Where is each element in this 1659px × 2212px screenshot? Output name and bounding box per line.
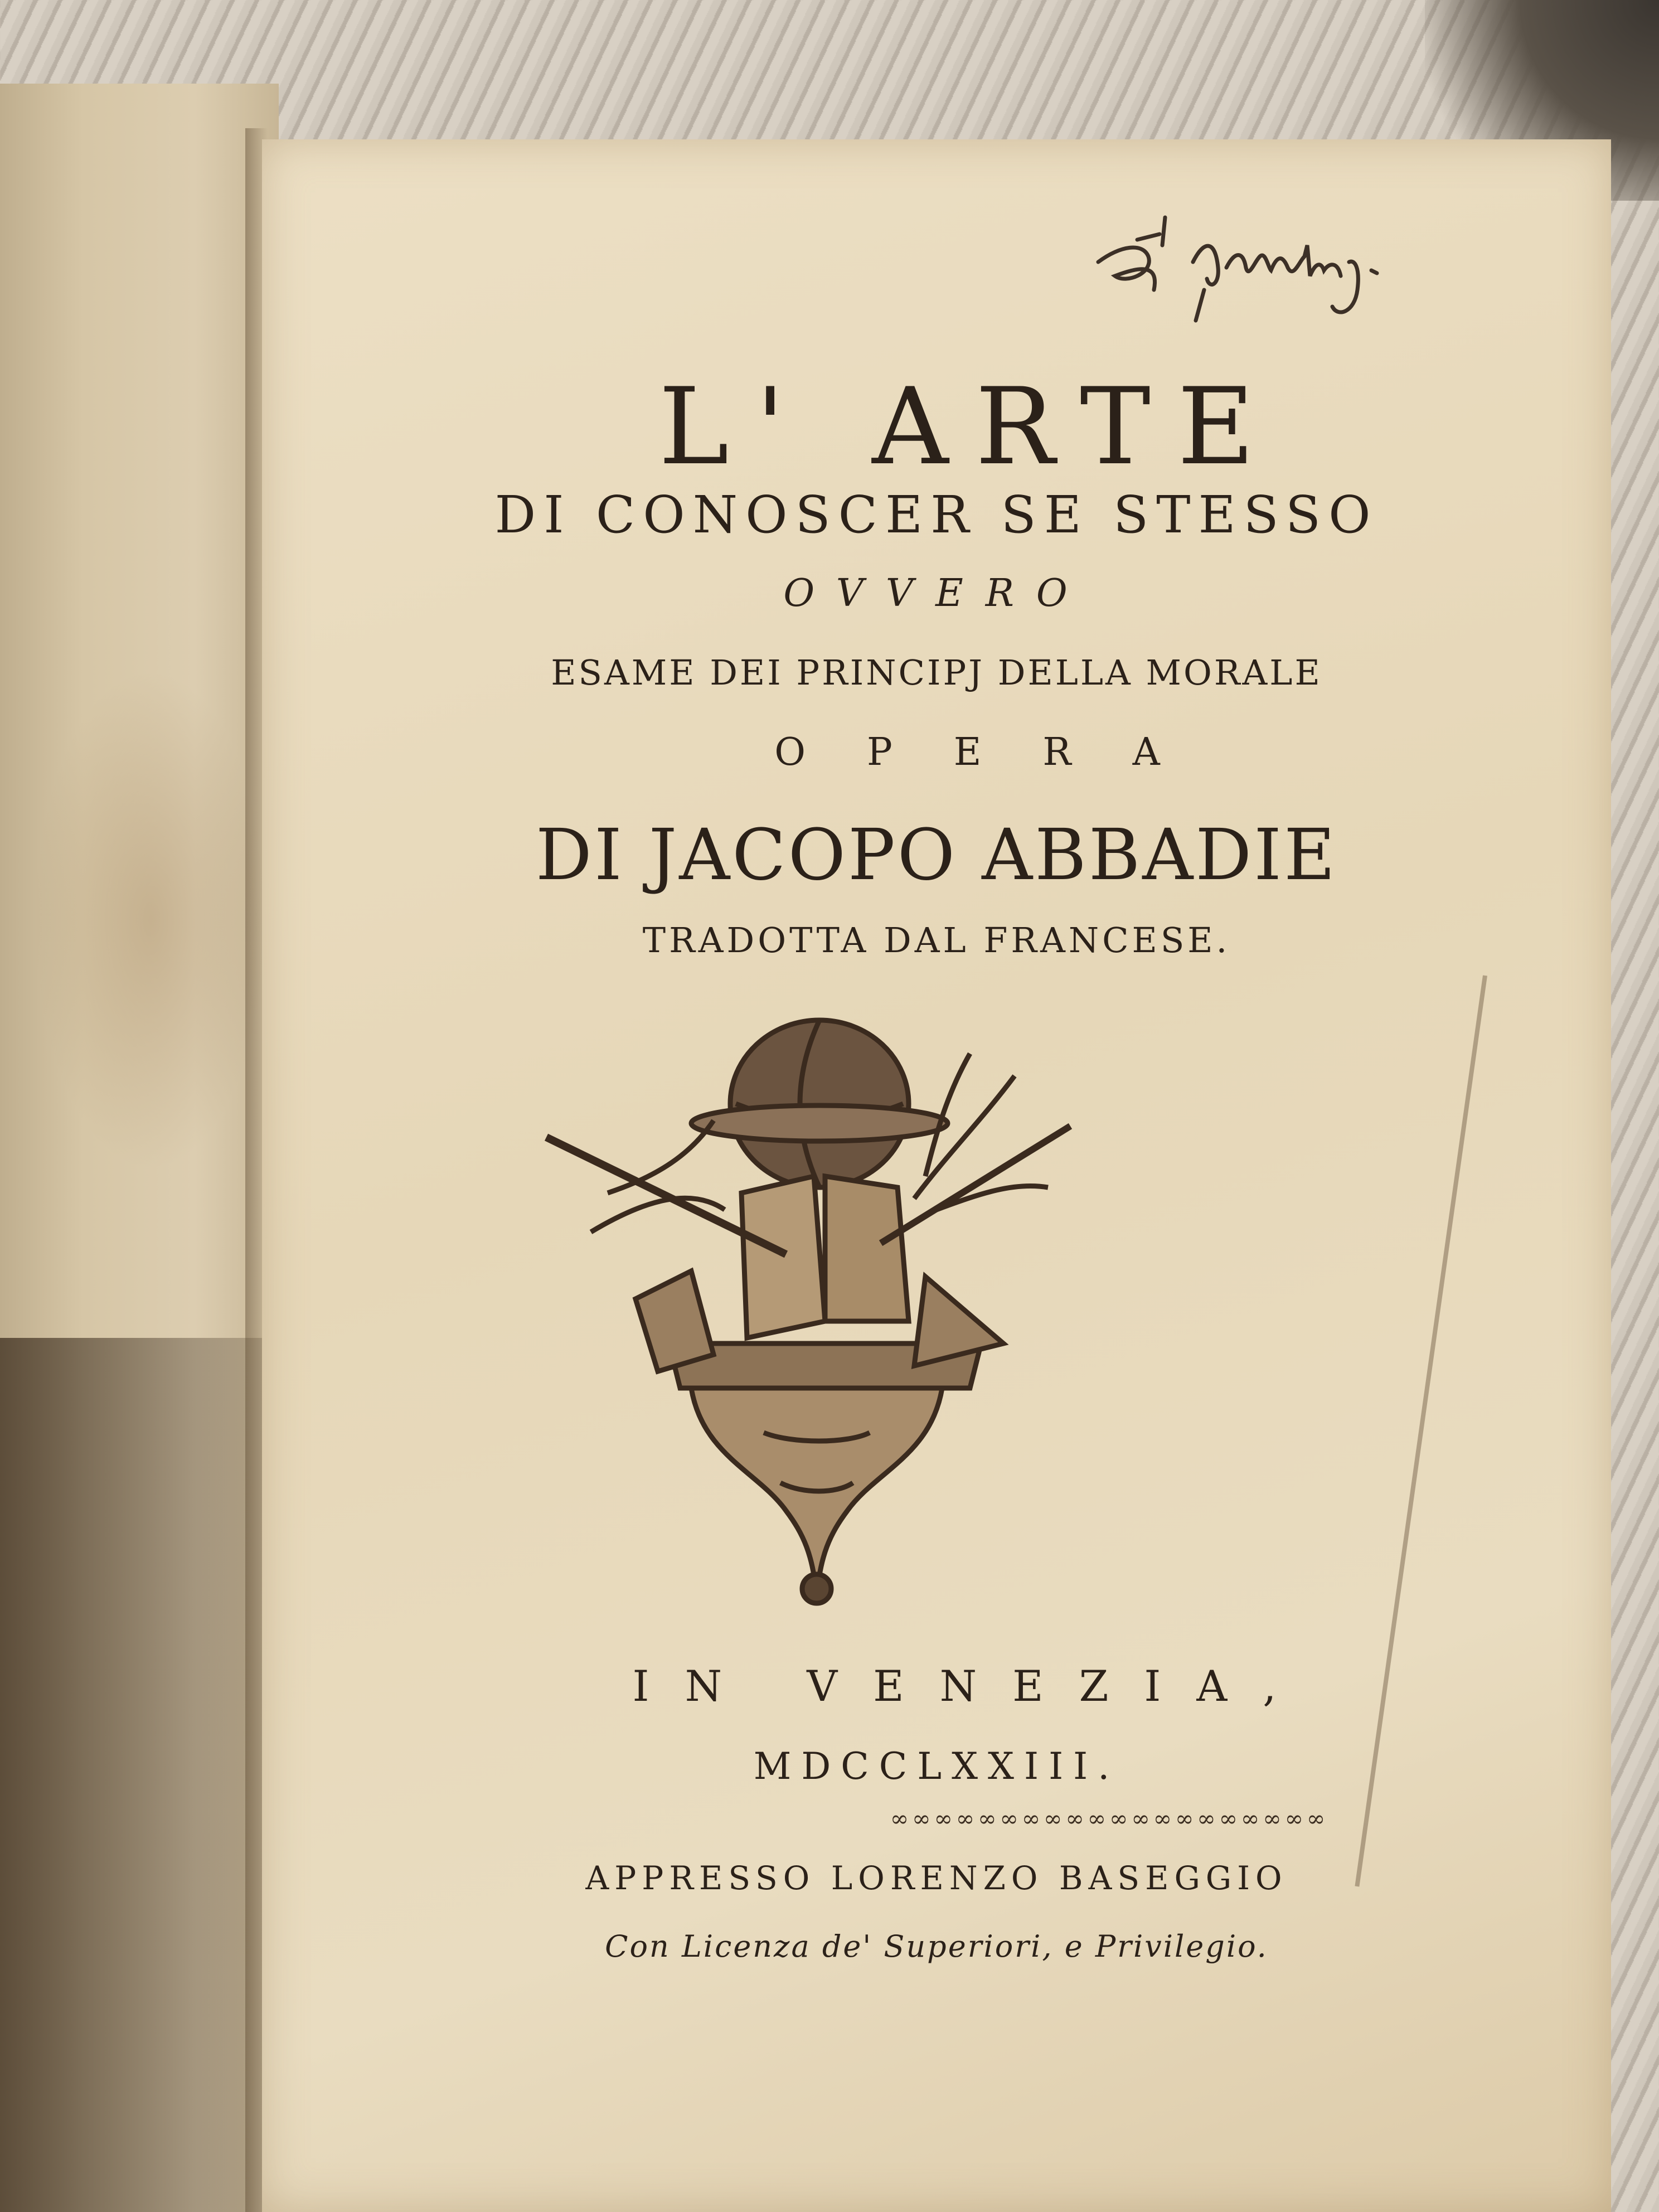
subtitle-line: DI CONOSCER SE STESSO — [494, 485, 1379, 545]
translation-note: TRADOTTA DAL FRANCESE. — [642, 920, 1231, 961]
printer-line: APPRESSO LORENZO BASEGGIO — [585, 1859, 1288, 1897]
imprint-date: MDCCLXXIII. — [753, 1745, 1120, 1788]
license-line: Con Licenza de' Superiori, e Privilegio. — [605, 1929, 1268, 1964]
author-line: DI JACOPO ABBADIE — [535, 814, 1338, 896]
title-page — [262, 139, 1611, 2212]
handwritten-signature — [1076, 178, 1433, 334]
printer-device-icon — [524, 1009, 1109, 1611]
conjunction-line: OVVERO — [783, 571, 1090, 615]
subtitle-line-2: ESAME DEI PRINCIPJ DELLA MORALE — [551, 652, 1322, 693]
work-label: OPERA — [774, 730, 1221, 774]
ornamental-rule-icon: ∞∞∞∞∞∞∞∞∞∞∞∞∞∞∞∞∞∞∞∞ — [890, 1806, 1329, 1832]
water-stain — [33, 669, 268, 1171]
imprint-place: IN VENEZIA, — [632, 1661, 1312, 1711]
book-title: L' ARTE — [658, 365, 1282, 488]
